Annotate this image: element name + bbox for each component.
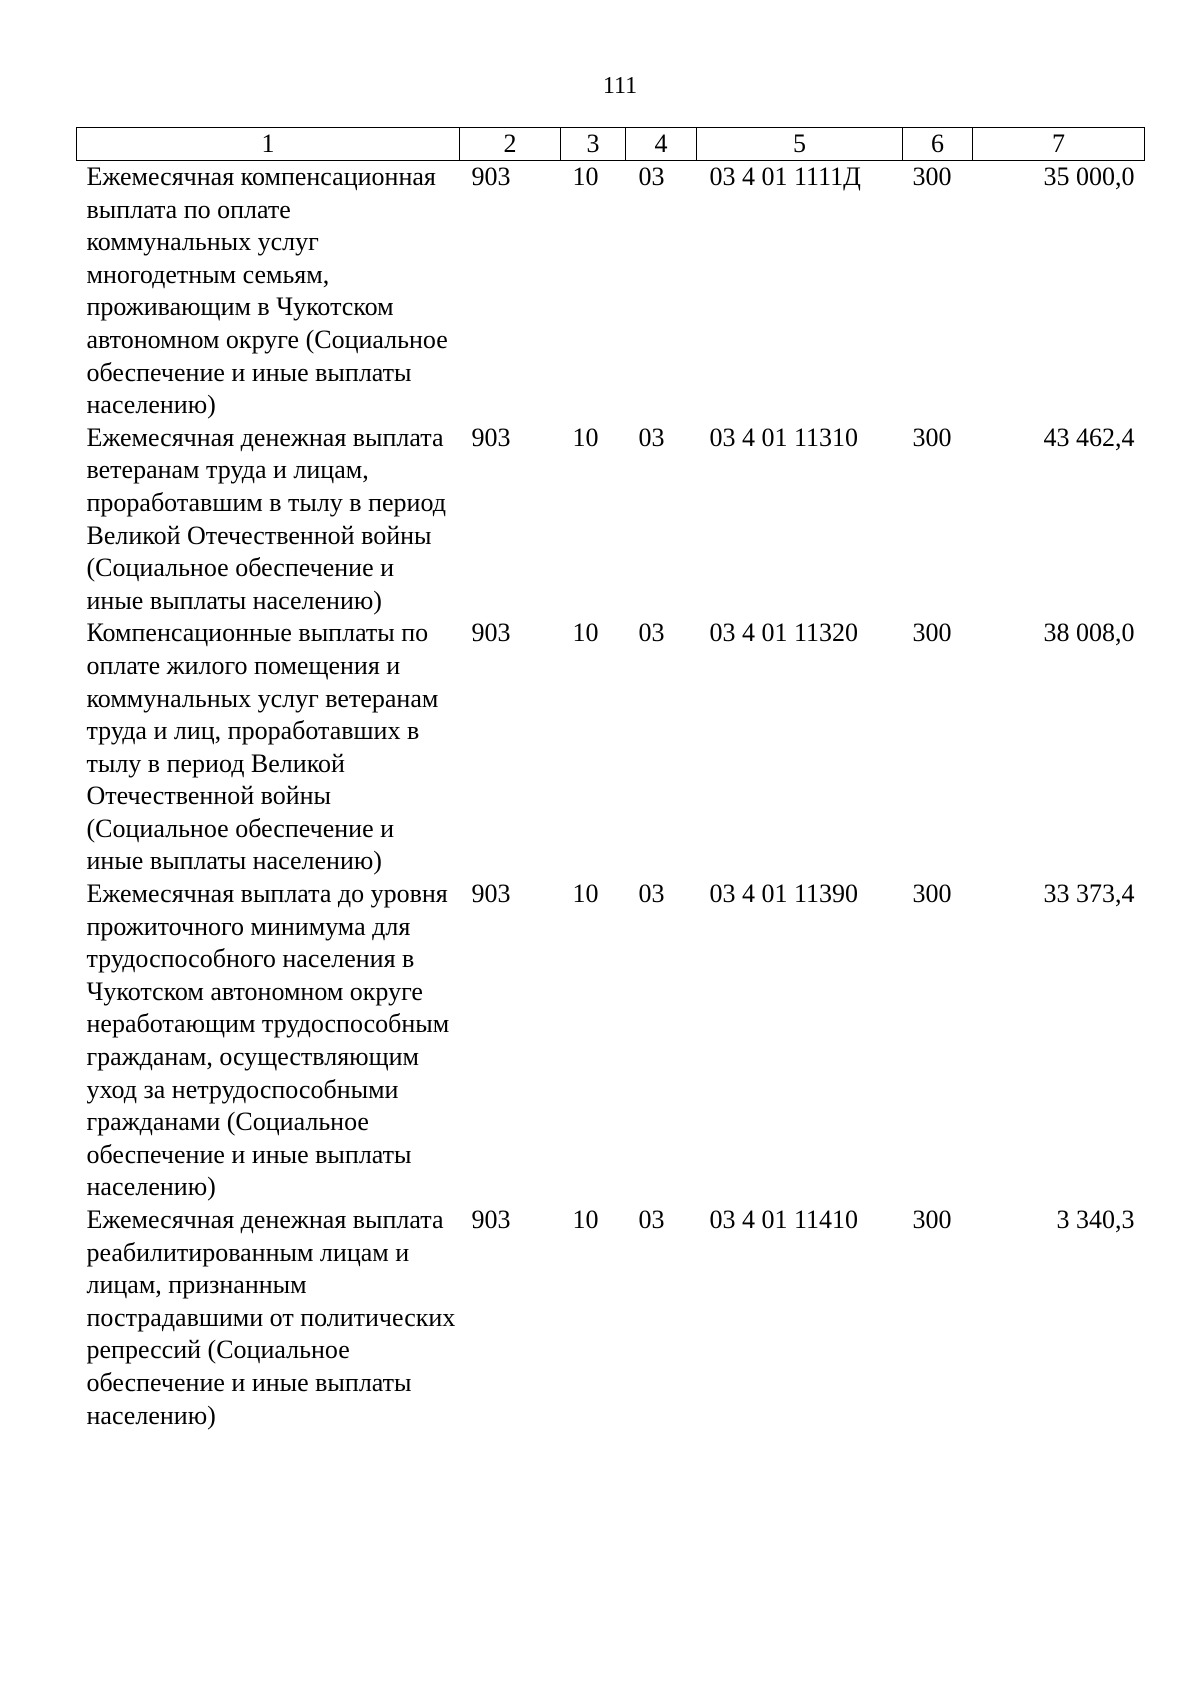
row-sum: 38 008,0 (1043, 618, 1135, 648)
header-col-1: 1 (77, 128, 460, 161)
row-name: Ежемесячная выплата до уровня прожиточного минимума для трудоспособного населения в Чукотском автономном округе неработающим трудоспособным гражданам, осуществляющим уход за нетрудоспособными гражданами (Социальное обеспечение и иные выплаты населению) (86, 879, 450, 1202)
row-vr: 300 (912, 162, 952, 191)
row-sum: 3 340,3 (1056, 1205, 1135, 1234)
page-number: 111 (602, 73, 638, 99)
header-col-5: 5 (697, 128, 903, 161)
table-row (77, 1204, 1145, 1432)
row-rz: 10 (572, 618, 599, 648)
row-csr: 03 4 01 11390 (709, 879, 859, 909)
header-col-4: 4 (626, 128, 697, 161)
row-name: Ежемесячная денежная выплата реабилитированным лицам и лицам, признанным пострадавшими от политических репрессий (Социальное обеспечение и иные выплаты населению) (86, 1205, 456, 1430)
header-col-6: 6 (903, 128, 973, 161)
row-rz: 10 (572, 879, 599, 909)
row-vr: 300 (912, 879, 952, 909)
header-col-7: 7 (973, 128, 1145, 161)
budget-table (76, 127, 1145, 1432)
row-ppp: 903 (471, 422, 511, 452)
table-row (77, 161, 1145, 422)
row-vr: 300 (912, 422, 952, 452)
row-name: Компенсационные выплаты по оплате жилого помещения и коммунальных услуг ветеранам труда и лиц, проработавших в тылу в период Великой Отечественной войны (Социальное обеспечение и иные выплаты населению) (86, 618, 439, 876)
table-row (77, 422, 1145, 618)
row-ppp: 903 (471, 879, 511, 909)
row-pr: 03 (638, 879, 665, 909)
row-vr: 300 (912, 1205, 952, 1234)
row-rz: 10 (572, 1205, 599, 1234)
table-row (77, 617, 1145, 878)
row-vr: 300 (912, 618, 952, 648)
row-csr: 03 4 01 11310 (709, 422, 859, 452)
header-row (77, 128, 1145, 161)
row-csr: 03 4 01 1111Д (709, 162, 861, 191)
row-sum: 43 462,4 (1043, 422, 1135, 452)
header-col-3: 3 (561, 128, 626, 161)
row-sum: 33 373,4 (1043, 879, 1135, 909)
table-row (77, 878, 1145, 1204)
row-ppp: 903 (471, 618, 511, 648)
row-pr: 03 (638, 422, 665, 452)
row-name: Ежемесячная компенсационная выплата по оплате коммунальных услуг многодетным семьям, проживающим в Чукотском автономном округе (Социальное обеспечение и иные выплаты населению) (86, 162, 448, 420)
row-csr: 03 4 01 11410 (709, 1205, 859, 1234)
row-rz: 10 (572, 422, 599, 452)
row-pr: 03 (638, 162, 665, 191)
row-csr: 03 4 01 11320 (709, 618, 859, 648)
row-pr: 03 (638, 618, 665, 648)
row-pr: 03 (638, 1205, 665, 1234)
header-col-2: 2 (460, 128, 561, 161)
row-name: Ежемесячная денежная выплата ветеранам труда и лицам, проработавшим в тылу в период Великой Отечественной войны (Социальное обеспечение и иные выплаты населению) (86, 422, 446, 615)
row-sum: 35 000,0 (1043, 162, 1135, 191)
row-ppp: 903 (471, 1205, 511, 1234)
row-ppp: 903 (471, 162, 511, 191)
row-rz: 10 (572, 162, 599, 191)
